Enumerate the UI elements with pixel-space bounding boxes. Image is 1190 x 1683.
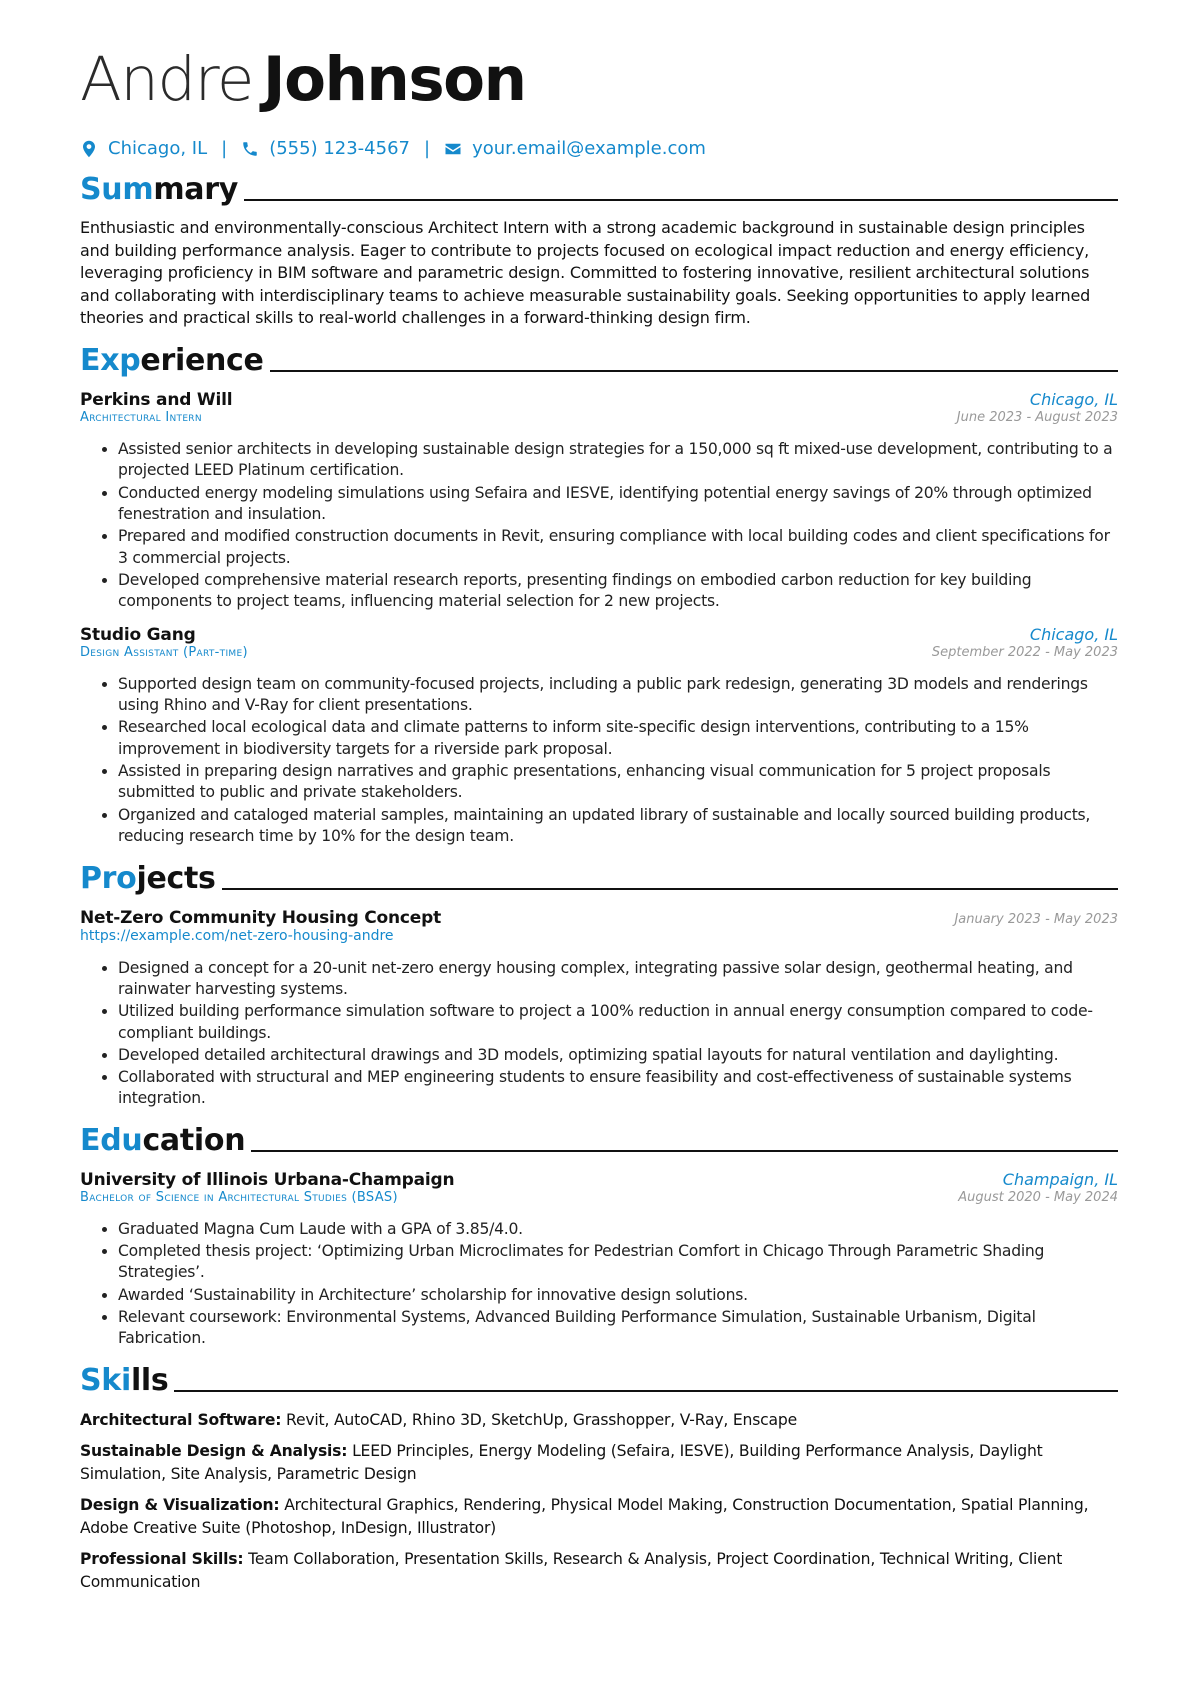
title-rest: erience	[140, 342, 264, 378]
contact-separator: |	[221, 138, 228, 159]
bullet-item: • Prepared and modified construction documents in Revit, ensuring compliance with local building codes and client specifications for 3 commercial projects.	[118, 526, 1118, 569]
section-heading	[80, 1362, 1118, 1400]
summary-section	[80, 171, 1118, 330]
skills-section	[80, 1362, 1118, 1594]
section-rule	[251, 1150, 1118, 1152]
title-rest: cation	[142, 1122, 246, 1158]
bullet-item: • Relevant coursework: Environmental Systems, Advanced Building Performance Simulation, Sustainable Urbanism, Digital Fabrication.	[118, 1307, 1118, 1350]
title-accent: Edu	[80, 1122, 143, 1158]
title-accent: Exp	[80, 342, 141, 378]
experience-entry	[80, 625, 1118, 848]
project-entry	[80, 908, 1118, 1110]
skill-value: Team Collaboration, Presentation Skills, Research & Analysis, Project Coordination, Technical Writing, Client Communication	[80, 1550, 1063, 1591]
section-rule	[222, 888, 1118, 890]
title-accent: Pro	[80, 860, 137, 896]
role-title: Architectural Intern	[80, 409, 202, 425]
title-rest: lls	[130, 1362, 169, 1398]
bullet-item: • Conducted energy modeling simulations using Sefaira and IESVE, identifying potential energy savings of 20% through optimized fenestration and insulation.	[118, 483, 1118, 526]
experience-section	[80, 342, 1118, 848]
bullet-item: • Assisted senior architects in developing sustainable design strategies for a 150,000 sq ft mixed-use development, contributing to a projected LEED Platinum certification.	[118, 439, 1118, 482]
project-name: Net-Zero Community Housing Concept	[80, 907, 442, 928]
section-rule	[174, 1390, 1118, 1392]
entry-location: Champaign, IL	[1002, 1169, 1118, 1189]
role-title: Design Assistant (Part-time)	[80, 644, 248, 660]
title-rest: jects	[136, 860, 216, 896]
entry-location: Chicago, IL	[1029, 624, 1118, 644]
title-accent: Ski	[80, 1362, 131, 1398]
skill-label: Sustainable Design & Analysis:	[80, 1442, 348, 1461]
email-item[interactable]	[444, 138, 706, 159]
bullet-item: • Utilized building performance simulation software to project a 100% reduction in annual energy consumption compared to code-compliant buildings.	[118, 1001, 1118, 1044]
bullet-list	[80, 674, 1118, 848]
last-name: Johnson	[262, 44, 526, 115]
map-marker-icon	[80, 140, 98, 158]
location-text: Chicago, IL	[108, 138, 208, 159]
section-heading	[80, 860, 1118, 898]
location-item	[80, 138, 207, 159]
section-rule	[244, 199, 1118, 201]
skill-row	[80, 1409, 1118, 1432]
entry-dates: September 2022 - May 2023	[931, 644, 1118, 660]
skill-label: Architectural Software:	[80, 1410, 282, 1429]
summary-text: Enthusiastic and environmentally-conscious Architect Intern with a strong academic background in sustainable design principles and building performance analysis. Eager to contribute to projects focused on ecological impact reduction and energy efficiency, leveraging proficiency in BIM software and parametric design. Committed to fostering innovative, resilient architectural solutions and collaborating with interdisciplinary teams to achieve measurable sustainability goals. Seeking opportunities to apply learned theories and practical skills to real-world challenges in a forward-thinking design firm.	[80, 218, 1091, 328]
section-title	[80, 342, 264, 380]
company-name: Studio Gang	[80, 624, 196, 645]
phone-item[interactable]	[241, 138, 410, 159]
company-name: Perkins and Will	[80, 389, 233, 410]
skill-value: LEED Principles, Energy Modeling (Sefaira, IESVE), Building Performance Analysis, Daylight Simulation, Site Analysis, Parametric Design	[80, 1442, 1043, 1483]
bullet-item: • Organized and cataloged material samples, maintaining an updated library of sustainable and locally sourced building products, reducing research time by 10% for the design team.	[118, 805, 1118, 848]
section-title	[80, 1362, 168, 1400]
bullet-item: • Developed detailed architectural drawings and 3D models, optimizing spatial layouts for natural ventilation and daylighting.	[118, 1045, 1118, 1067]
contact-separator: |	[424, 138, 431, 159]
entry-dates: June 2023 - August 2023	[956, 409, 1118, 425]
experience-entry	[80, 390, 1118, 613]
bullet-item: • Assisted in preparing design narratives and graphic presentations, enhancing visual communication for 5 project proposals submitted to public and private stakeholders.	[118, 761, 1118, 804]
education-section	[80, 1122, 1118, 1350]
title-accent: Sum	[80, 172, 154, 207]
project-link[interactable]: https://example.com/net-zero-housing-andre	[80, 927, 394, 944]
bullet-item: • Awarded ‘Sustainability in Architecture’ scholarship for innovative design solutions.	[118, 1285, 1118, 1307]
candidate-name	[80, 44, 1118, 116]
projects-section	[80, 860, 1118, 1110]
bullet-item: • Completed thesis project: ‘Optimizing Urban Microclimates for Pedestrian Comfort in Chicago Through Parametric Shading Strategies’.	[118, 1241, 1118, 1284]
education-entry	[80, 1170, 1118, 1350]
bullet-item: • Supported design team on community-focused projects, including a public park redesign, generating 3D models and renderings using Rhino and V-Ray for client presentations.	[118, 674, 1118, 717]
skill-label: Professional Skills:	[80, 1550, 244, 1569]
bullet-item: • Researched local ecological data and climate patterns to inform site-specific design interventions, contributing to a 15% improvement in biodiversity targets for a riverside park proposal.	[118, 717, 1118, 760]
contact-line	[80, 138, 1118, 159]
bullet-list	[80, 439, 1118, 613]
section-heading	[80, 342, 1118, 380]
section-heading	[80, 171, 1118, 209]
bullet-list	[80, 1219, 1118, 1350]
section-title	[80, 860, 216, 898]
title-rest: mary	[153, 172, 238, 207]
entry-dates: August 2020 - May 2024	[958, 1189, 1118, 1205]
degree-title: Bachelor of Science in Architectural Studies (BSAS)	[80, 1189, 398, 1205]
entry-location: Chicago, IL	[1029, 389, 1118, 409]
section-title	[80, 171, 238, 209]
bullet-item: • Collaborated with structural and MEP engineering students to ensure feasibility and cost-effectiveness of sustainable systems integration.	[118, 1067, 1118, 1110]
envelope-icon	[444, 140, 462, 158]
skill-value: Revit, AutoCAD, Rhino 3D, SketchUp, Grasshopper, V-Ray, Enscape	[286, 1410, 797, 1429]
skill-row	[80, 1494, 1118, 1539]
section-title	[80, 1122, 245, 1160]
section-rule	[270, 370, 1118, 372]
school-name: University of Illinois Urbana-Champaign	[80, 1169, 455, 1190]
bullet-item: • Designed a concept for a 20-unit net-zero energy housing complex, integrating passive solar design, geothermal heating, and rainwater harvesting systems.	[118, 958, 1118, 1001]
bullet-item: • Graduated Magna Cum Laude with a GPA of 3.85/4.0.	[118, 1219, 1118, 1241]
skill-row	[80, 1440, 1118, 1485]
bullet-list	[80, 958, 1118, 1110]
first-name: Andre	[80, 44, 253, 115]
skill-label: Design & Visualization:	[80, 1496, 280, 1515]
phone-icon	[241, 140, 259, 158]
section-heading	[80, 1122, 1118, 1160]
entry-dates: January 2023 - May 2023	[954, 911, 1118, 927]
skill-row	[80, 1548, 1118, 1593]
email-link: your.email@example.com	[472, 138, 706, 159]
phone-text: (555) 123-4567	[269, 138, 410, 159]
skill-value: Architectural Graphics, Rendering, Physical Model Making, Construction Documentation, Spatial Planning, Adobe Creative Suite (Photoshop, InDesign, Illustrator)	[80, 1496, 1089, 1537]
bullet-item: • Developed comprehensive material research reports, presenting findings on embodied carbon reduction for key building components to project teams, influencing material selection for 2 new projects.	[118, 570, 1118, 613]
